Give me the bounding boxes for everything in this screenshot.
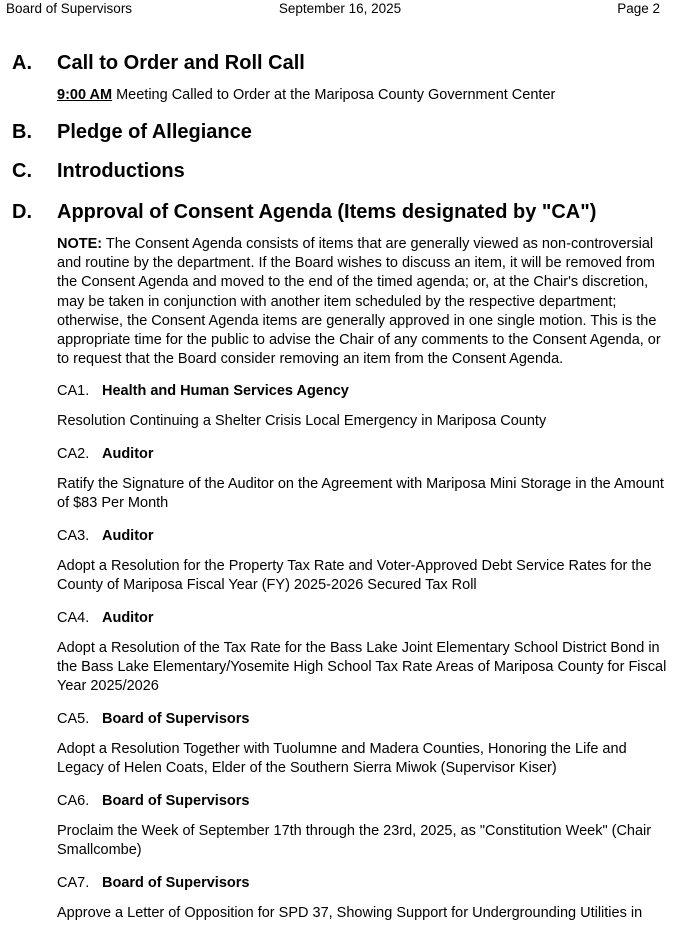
item-department: Auditor	[102, 610, 154, 626]
section-letter: A.	[12, 52, 32, 74]
section-letter: C.	[12, 160, 32, 182]
agenda-item-heading	[57, 610, 154, 626]
item-code: CA1.	[57, 383, 90, 399]
item-code: CA3.	[57, 528, 90, 544]
section-title: Pledge of Allegiance	[57, 121, 252, 143]
call-to-order-line	[57, 87, 555, 103]
agenda-item-description: Proclaim the Week of September 17th through the 23rd, 2025, as "Constitution Week" (Chair Smallcombe)	[57, 823, 652, 859]
header-page-number: Page 2	[617, 1, 660, 16]
agenda-item-heading	[57, 446, 154, 462]
section-letter: D.	[12, 201, 32, 223]
section-title: Call to Order and Roll Call	[57, 52, 305, 74]
consent-agenda-note	[57, 235, 663, 369]
item-department: Board of Supervisors	[102, 793, 250, 809]
section-title: Introductions	[57, 160, 185, 182]
agenda-item-heading	[57, 528, 154, 544]
agenda-item-description: Adopt a Resolution for the Property Tax Rate and Voter-Approved Debt Service Rates for the County of Mariposa Fiscal Year (FY) 2025-2026 Secured Tax Roll	[57, 558, 652, 594]
item-department: Board of Supervisors	[102, 875, 250, 891]
header-date: September 16, 2025	[278, 1, 402, 16]
item-department: Auditor	[102, 446, 154, 462]
agenda-item-heading	[57, 875, 249, 891]
meeting-time: 9:00 AM	[57, 87, 113, 103]
agenda-item-heading	[57, 711, 249, 727]
agenda-item-heading	[57, 793, 249, 809]
agenda-item-description: Adopt a Resolution of the Tax Rate for the Bass Lake Joint Elementary School District Bond in the Bass Lake Elementary/Yosemite High School Tax Rate Areas of Mariposa County for Fiscal Year 2025/2026	[57, 640, 667, 695]
agenda-item-heading	[57, 383, 349, 399]
item-department: Auditor	[102, 528, 154, 544]
agenda-item-description: Resolution Continuing a Shelter Crisis Local Emergency in Mariposa County	[57, 413, 547, 429]
header-board-name: Board of Supervisors	[6, 1, 133, 16]
item-code: CA6.	[57, 793, 90, 809]
section-letter: B.	[12, 121, 32, 143]
agenda-item-description: Ratify the Signature of the Auditor on the Agreement with Mariposa Mini Storage in the Amount of $83 Per Month	[57, 476, 664, 512]
page-header	[0, 0, 680, 22]
item-code: CA2.	[57, 446, 90, 462]
meeting-text: Meeting Called to Order at the Mariposa County Government Center	[112, 87, 556, 103]
item-code: CA7.	[57, 875, 90, 891]
note-label: NOTE:	[57, 236, 103, 252]
agenda-item-description: Adopt a Resolution Together with Tuolumne and Madera Counties, Honoring the Life and Legacy of Helen Coats, Elder of the Southern Sierra Miwok (Supervisor Kiser)	[57, 741, 627, 777]
item-code: CA5.	[57, 711, 90, 727]
item-code: CA4.	[57, 610, 90, 626]
agenda-item-description: Approve a Letter of Opposition for SPD 37, Showing Support for Undergrounding Utilities in	[57, 905, 643, 921]
section-title: Approval of Consent Agenda (Items designated by "CA")	[57, 201, 597, 223]
note-text: The Consent Agenda consists of items that are generally viewed as non-controversial and routine by the department. If the Board wishes to discuss an item, it will be removed from the Consent Agenda and moved to the end of the timed agenda; or, at the Chair's discretion, may be taken in conjunction with another item scheduled by the respective department; otherwise, the Consent Agenda items are generally approved in one single motion. This is the appropriate time for the public to advise the Chair of any comments to the Consent Agenda, or to request that the Board consider removing an item from the Consent Agenda.	[57, 236, 661, 368]
item-department: Board of Supervisors	[102, 711, 250, 727]
item-department: Health and Human Services Agency	[102, 383, 349, 399]
